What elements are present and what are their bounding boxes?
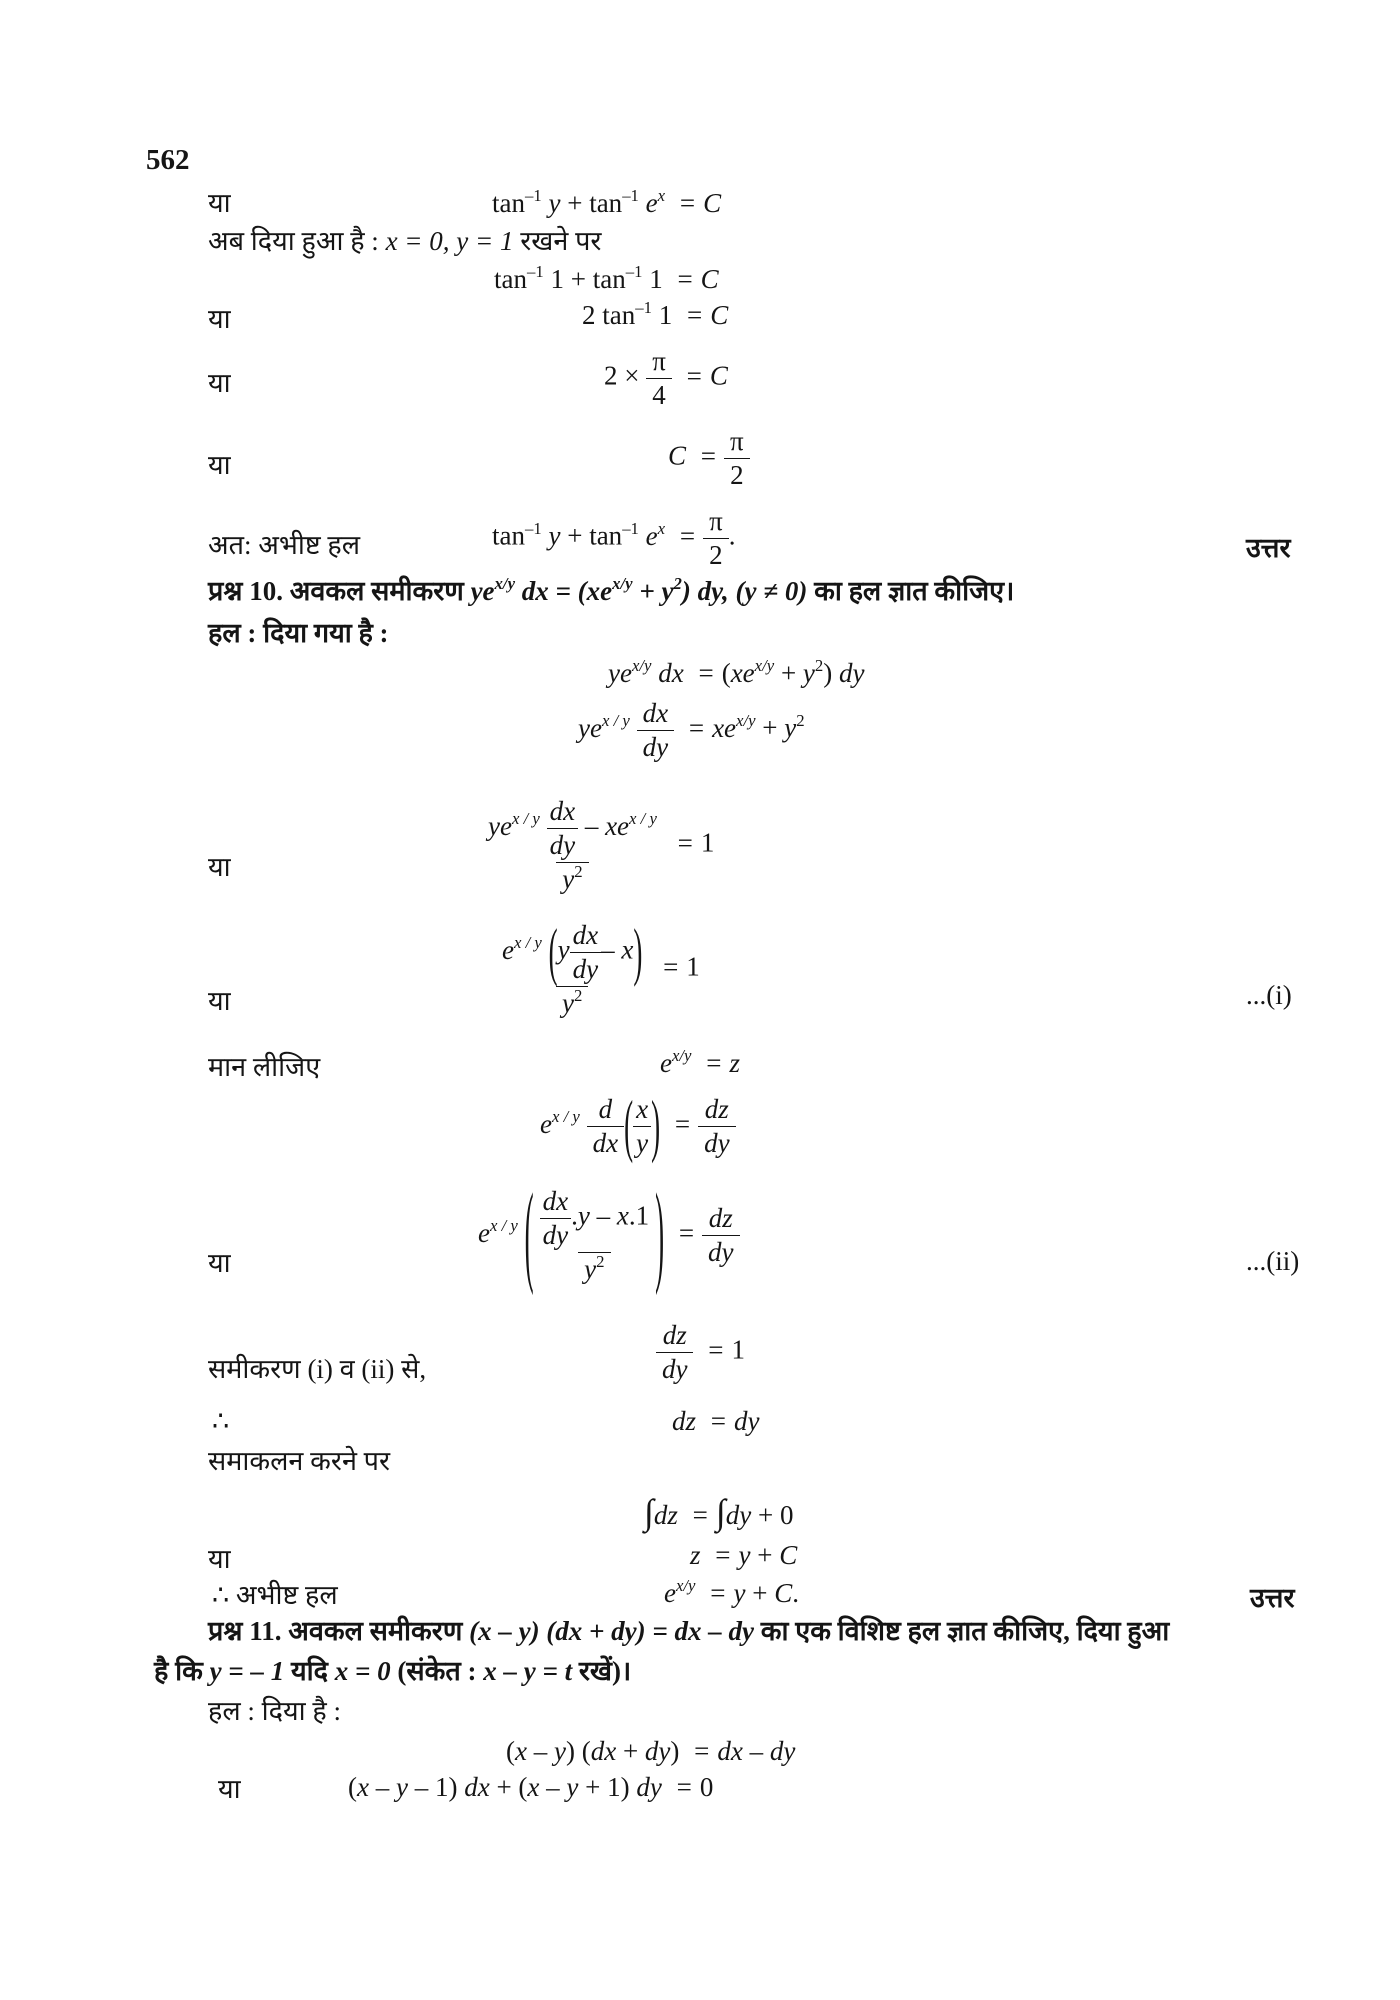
page-number: 562 — [146, 144, 190, 176]
ya-label: या — [208, 852, 231, 882]
required-solution-label: अत: अभीष्ट हल — [208, 530, 361, 560]
equation-integral: ∫dz = ∫dy + 0 — [644, 1492, 794, 1532]
ya-label: या — [208, 1544, 231, 1574]
ya-label: या — [208, 986, 231, 1016]
equation-q10-step2: $ye^{x / y}$ $\frac{dx}{dy}$ – $xe^{x / y}$ $y^2$ = 1 — [488, 796, 715, 894]
assume-label: मान लीजिए — [208, 1052, 321, 1082]
ya-label: या — [218, 1774, 241, 1804]
equation-z-y-c: z = y + C — [690, 1540, 798, 1570]
from-equations-label: समीकरण (i) व (ii) से, — [208, 1354, 427, 1384]
ya-label: या — [208, 188, 231, 218]
answer-tag: उत्तर — [1250, 1583, 1295, 1613]
ya-label: या — [208, 368, 231, 398]
question-10: प्रश्न 10. अवकल समीकरण $ye^{x/y}$ dx = $(xe^{x/y} + y^2)$ dy, (y ≠ 0) का हल ज्ञात कीजिए। — [208, 574, 1015, 606]
equation-dz-dy-1: $\frac{dz}{dy}$ = 1 — [656, 1322, 745, 1383]
ya-label: या — [208, 450, 231, 480]
equation-required-solution: $\tan^{-1} y + \tan^{-1} e^x$ = $\frac{\pi}{2}$ . — [492, 506, 736, 570]
therefore-required-label: ∴ अभीष्ट हल — [212, 1580, 338, 1610]
solution-given-label-2: हल : दिया है : — [208, 1696, 341, 1726]
question-11-line-2: है कि y = – 1 यदि x = 0 (संकेत : x – y = t रखें)। — [154, 1656, 632, 1686]
equation-number-ii: ...(ii) — [1246, 1246, 1300, 1276]
equation-derivative: $e^{x / y}$ $\frac{d}{dx}$ ( $\frac{x}{y}$ ) = $\frac{dz}{dy}$ — [540, 1096, 736, 1157]
question-11-line-1: प्रश्न 11. अवकल समीकरण (x – y) (dx + dy) = dx – dy का एक विशिष्ट हल ज्ञात कीजिए, दिया हुआ — [208, 1616, 1170, 1646]
equation-substitution: $\tan^{-1} 1 + \tan^{-1} 1 = C$ — [494, 262, 719, 294]
equation-q10-step1: $ye^{x / y}$ $\frac{dx}{dy}$ = $xe^{x/y} + y^2$ — [578, 698, 805, 762]
solution-given-label: हल : दिया गया है : — [208, 618, 389, 648]
integrating-label: समाकलन करने पर — [208, 1446, 391, 1476]
equation-dz-eq-dy: dz = dy — [672, 1406, 760, 1436]
equation-quotient-rule: $e^{x / y}$ ( $\frac{dx}{dy}$ .y – x.1 $y^2$ ) = $\frac{dz}{dy}$ — [478, 1188, 740, 1283]
ya-label: या — [208, 304, 231, 334]
therefore-symbol: ∴ — [212, 1406, 230, 1436]
equation-q10-answer: $e^{x/y} = y + C$. — [664, 1576, 799, 1608]
equation-q11-step1: (x – y – 1) dx + (x – y + 1) dy = 0 — [348, 1772, 714, 1802]
equation-c-pi-by-2: C = $\frac{\pi}{2}$ — [668, 428, 750, 489]
given-condition-line: अब दिया हुआ है : x = 0, y = 1 रखने पर — [208, 226, 602, 256]
equation-number-i: ...(i) — [1246, 980, 1292, 1010]
equation-general-solution: $\tan^{-1} y + \tan^{-1} e^x = C$ — [492, 186, 722, 218]
equation-q10-given: $ye^{x/y}$ dx = $(xe^{x/y} + y^2)$ dy — [608, 656, 865, 688]
equation-q11-given: (x – y) (dx + dy) = dx – dy — [506, 1736, 796, 1766]
answer-tag: उत्तर — [1246, 533, 1291, 563]
equation-q10-step3: $e^{x / y}$ (y $\frac{dx}{dy}$ – x) $y^2$ = 1 — [502, 915, 700, 1018]
ya-label: या — [208, 1248, 231, 1278]
equation-2-pi-by-4: 2 × $\frac{\pi}{4}$ = C — [604, 346, 728, 410]
equation-assume: $e^{x/y} = z$ — [660, 1046, 740, 1078]
equation-2tan: 2 $\tan^{-1} 1 = C$ — [582, 298, 729, 330]
